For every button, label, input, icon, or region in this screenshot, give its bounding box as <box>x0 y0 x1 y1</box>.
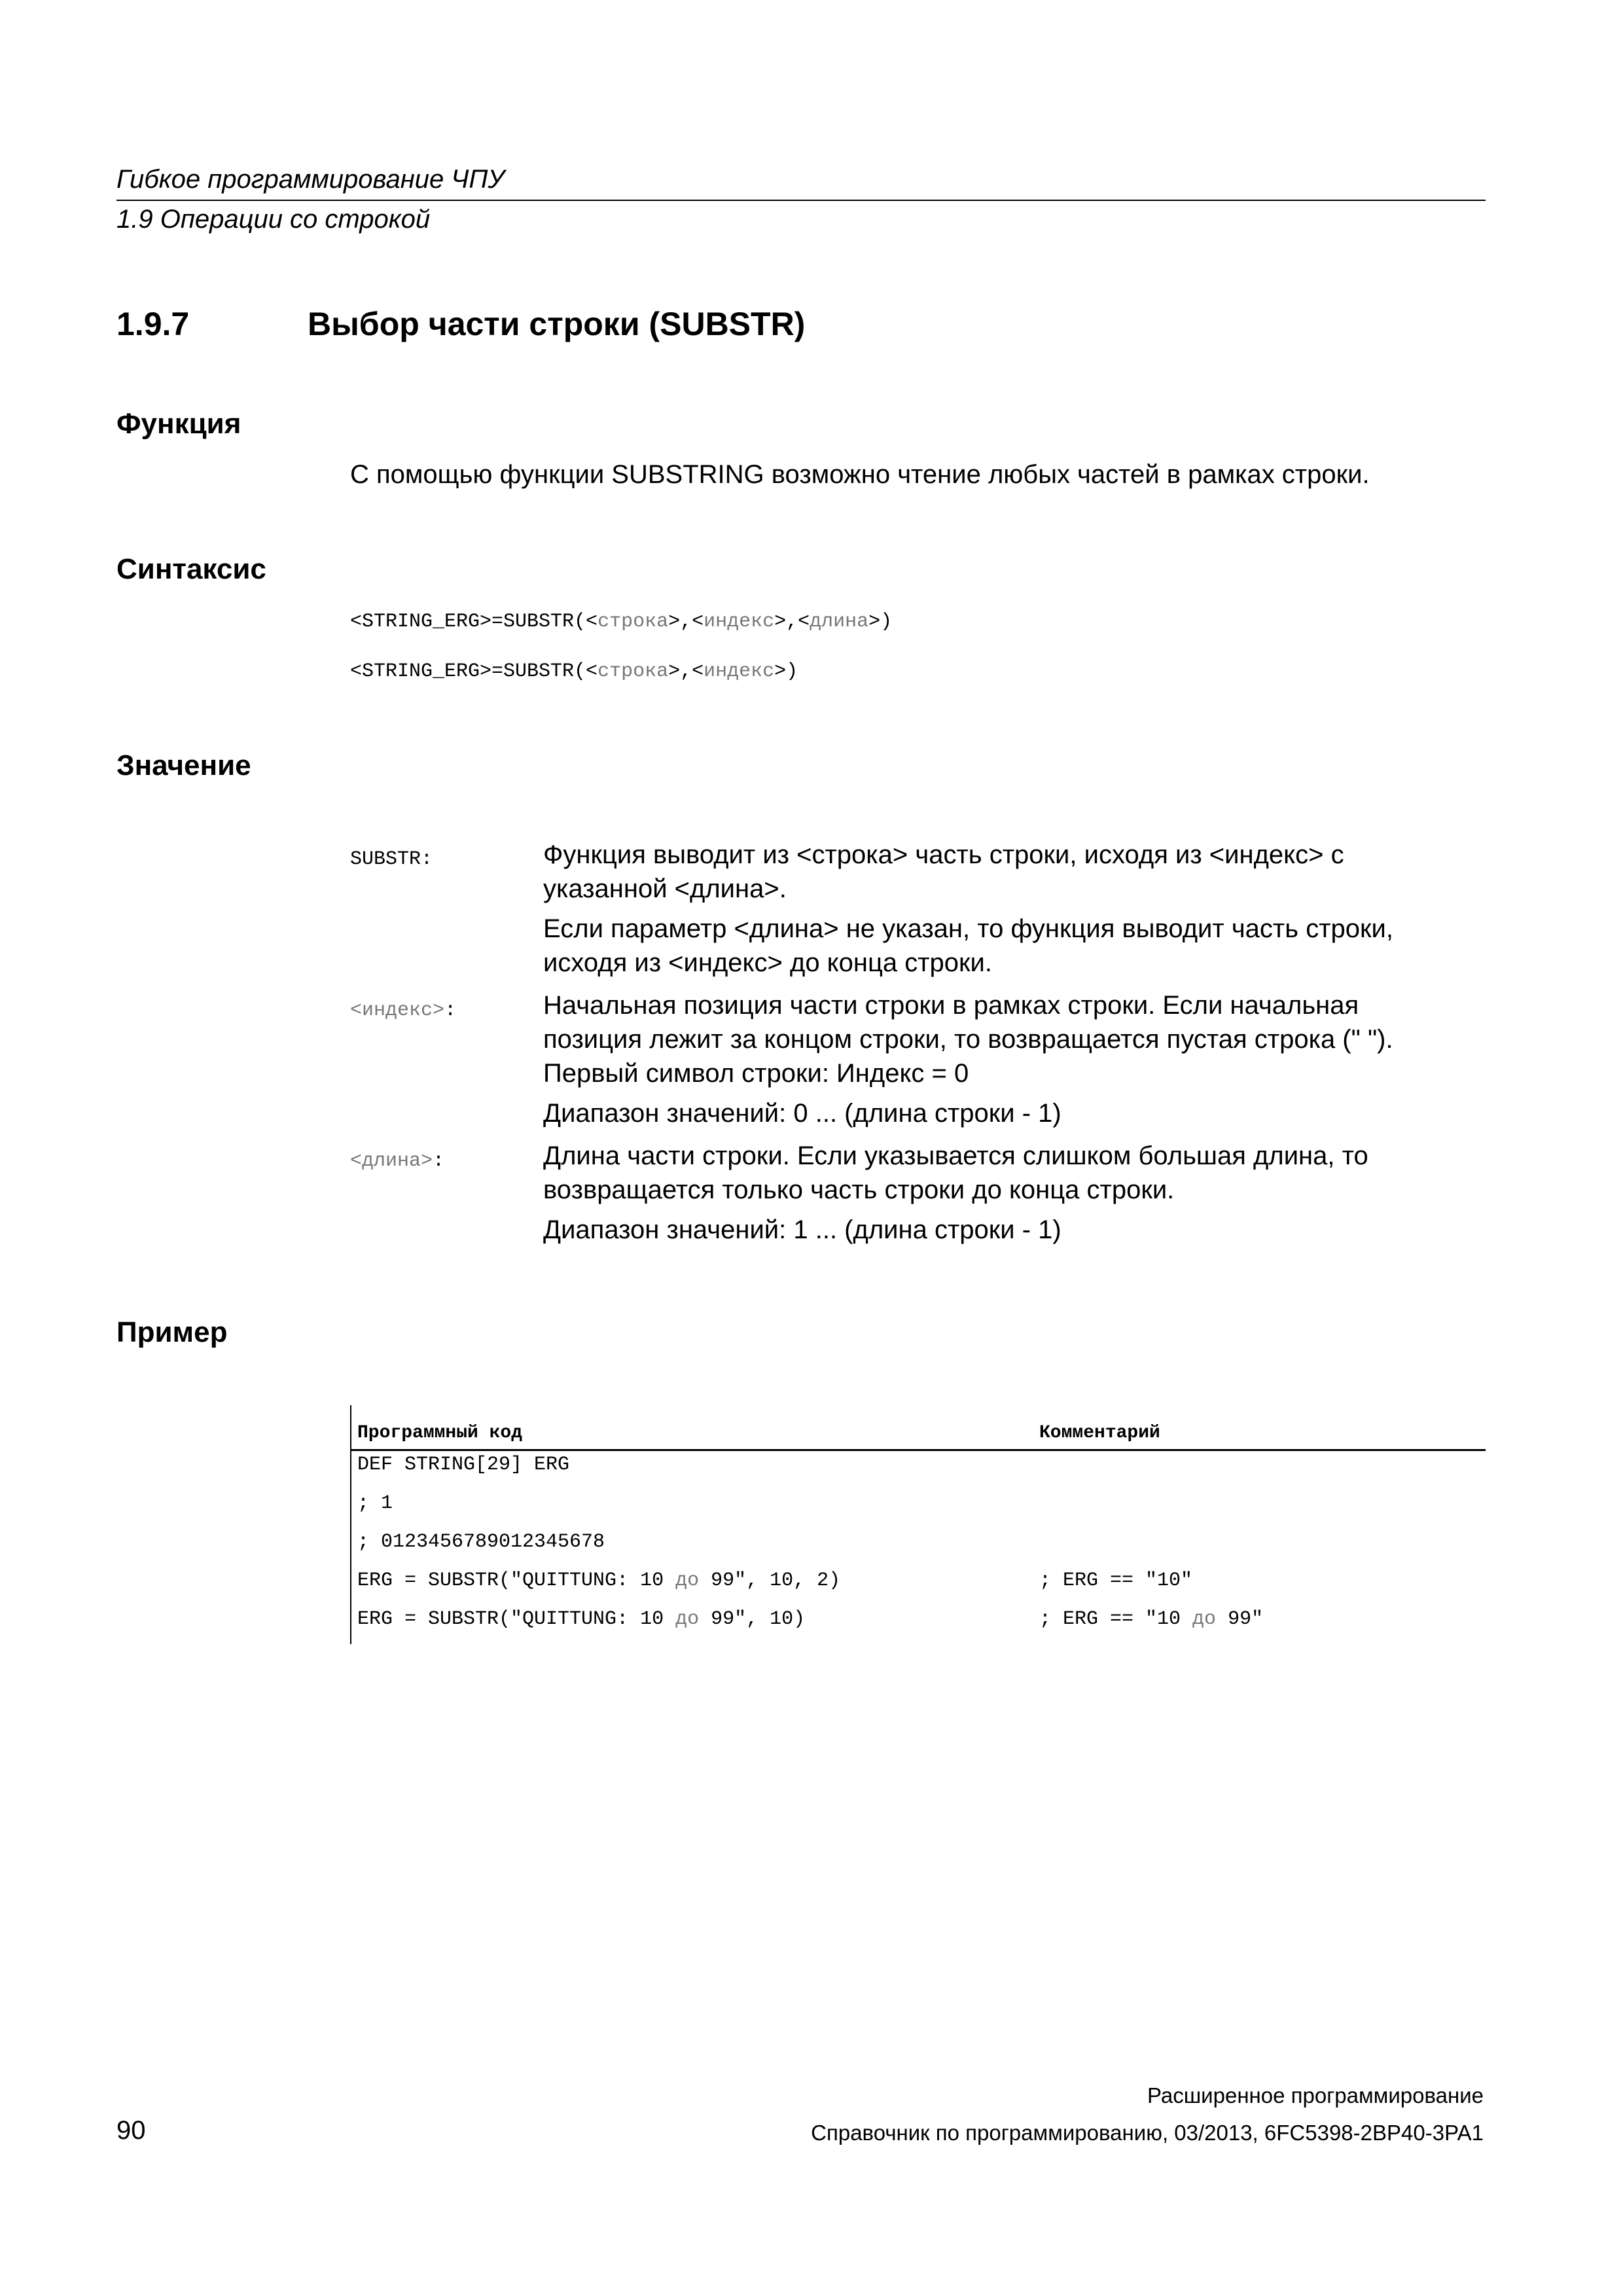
function-heading: Функция <box>116 408 241 440</box>
substr-definition: Функция выводит из <строка> часть строки, исходя из <индекс> с указанной <длина>. <box>543 840 1344 903</box>
term-index: <индекс>: <box>350 999 457 1022</box>
section-title: Выбор части строки (SUBSTR) <box>308 306 806 342</box>
code-row-2: ; 1 <box>357 1492 393 1515</box>
footer-book-title: Расширенное программирование <box>1147 2083 1484 2108</box>
code-row-3: ; 0123456789012345678 <box>357 1531 605 1553</box>
code-table-left-border <box>350 1405 351 1644</box>
header-rule <box>116 200 1486 201</box>
syntax-line-2: <STRING_ERG>=SUBSTR(<строка>,<индекс>) <box>350 660 798 683</box>
code-row-5: ERG = SUBSTR("QUITTUNG: 10 до 99", 10) <box>357 1608 806 1630</box>
function-text: С помощью функции SUBSTRING возможно чтение любых частей в рамках строки. <box>350 460 1370 489</box>
meaning-heading: Значение <box>116 749 251 781</box>
column-header-comment: Комментарий <box>1039 1423 1160 1443</box>
column-header-code: Программный код <box>357 1423 523 1443</box>
comment-row-5: ; ERG == "10 до 99" <box>1039 1608 1264 1630</box>
substr-note: Если параметр <длина> не указан, то функция выводит часть строки, исходя из <индекс> до конца строки. <box>543 914 1393 977</box>
comment-row-4: ; ERG == "10" <box>1039 1570 1193 1592</box>
code-table-header-rule <box>350 1449 1486 1451</box>
code-row-1: DEF STRING[29] ERG <box>357 1454 570 1476</box>
length-definition: Длина части строки. Если указывается слишком большая длина, то возвращается только часть строки до конца строки. <box>543 1141 1368 1204</box>
term-length: <длина>: <box>350 1150 445 1172</box>
term-substr: SUBSTR: <box>350 848 433 870</box>
example-heading: Пример <box>116 1316 228 1348</box>
footer-reference: Справочник по программированию, 03/2013, 6FC5398-2BP40-3PA1 <box>811 2121 1484 2145</box>
length-range: Диапазон значений: 1 ... (длина строки - 1) <box>543 1215 1061 1244</box>
code-row-4: ERG = SUBSTR("QUITTUNG: 10 до 99", 10, 2) <box>357 1570 841 1592</box>
syntax-heading: Синтаксис <box>116 553 266 585</box>
section-number: 1.9.7 <box>116 306 190 342</box>
running-header-section: 1.9 Операции со строкой <box>116 205 431 234</box>
page-number: 90 <box>116 2116 146 2145</box>
index-definition: Начальная позиция части строки в рамках строки. Если начальная позиция лежит за концом строки, то возвращается пустая строка (" "). Первый символ строки: Индекс = 0 <box>543 991 1393 1088</box>
running-header-title: Гибкое программирование ЧПУ <box>116 165 505 194</box>
syntax-line-1: <STRING_ERG>=SUBSTR(<строка>,<индекс>,<длина>) <box>350 611 893 633</box>
index-range: Диапазон значений: 0 ... (длина строки - 1) <box>543 1099 1061 1128</box>
